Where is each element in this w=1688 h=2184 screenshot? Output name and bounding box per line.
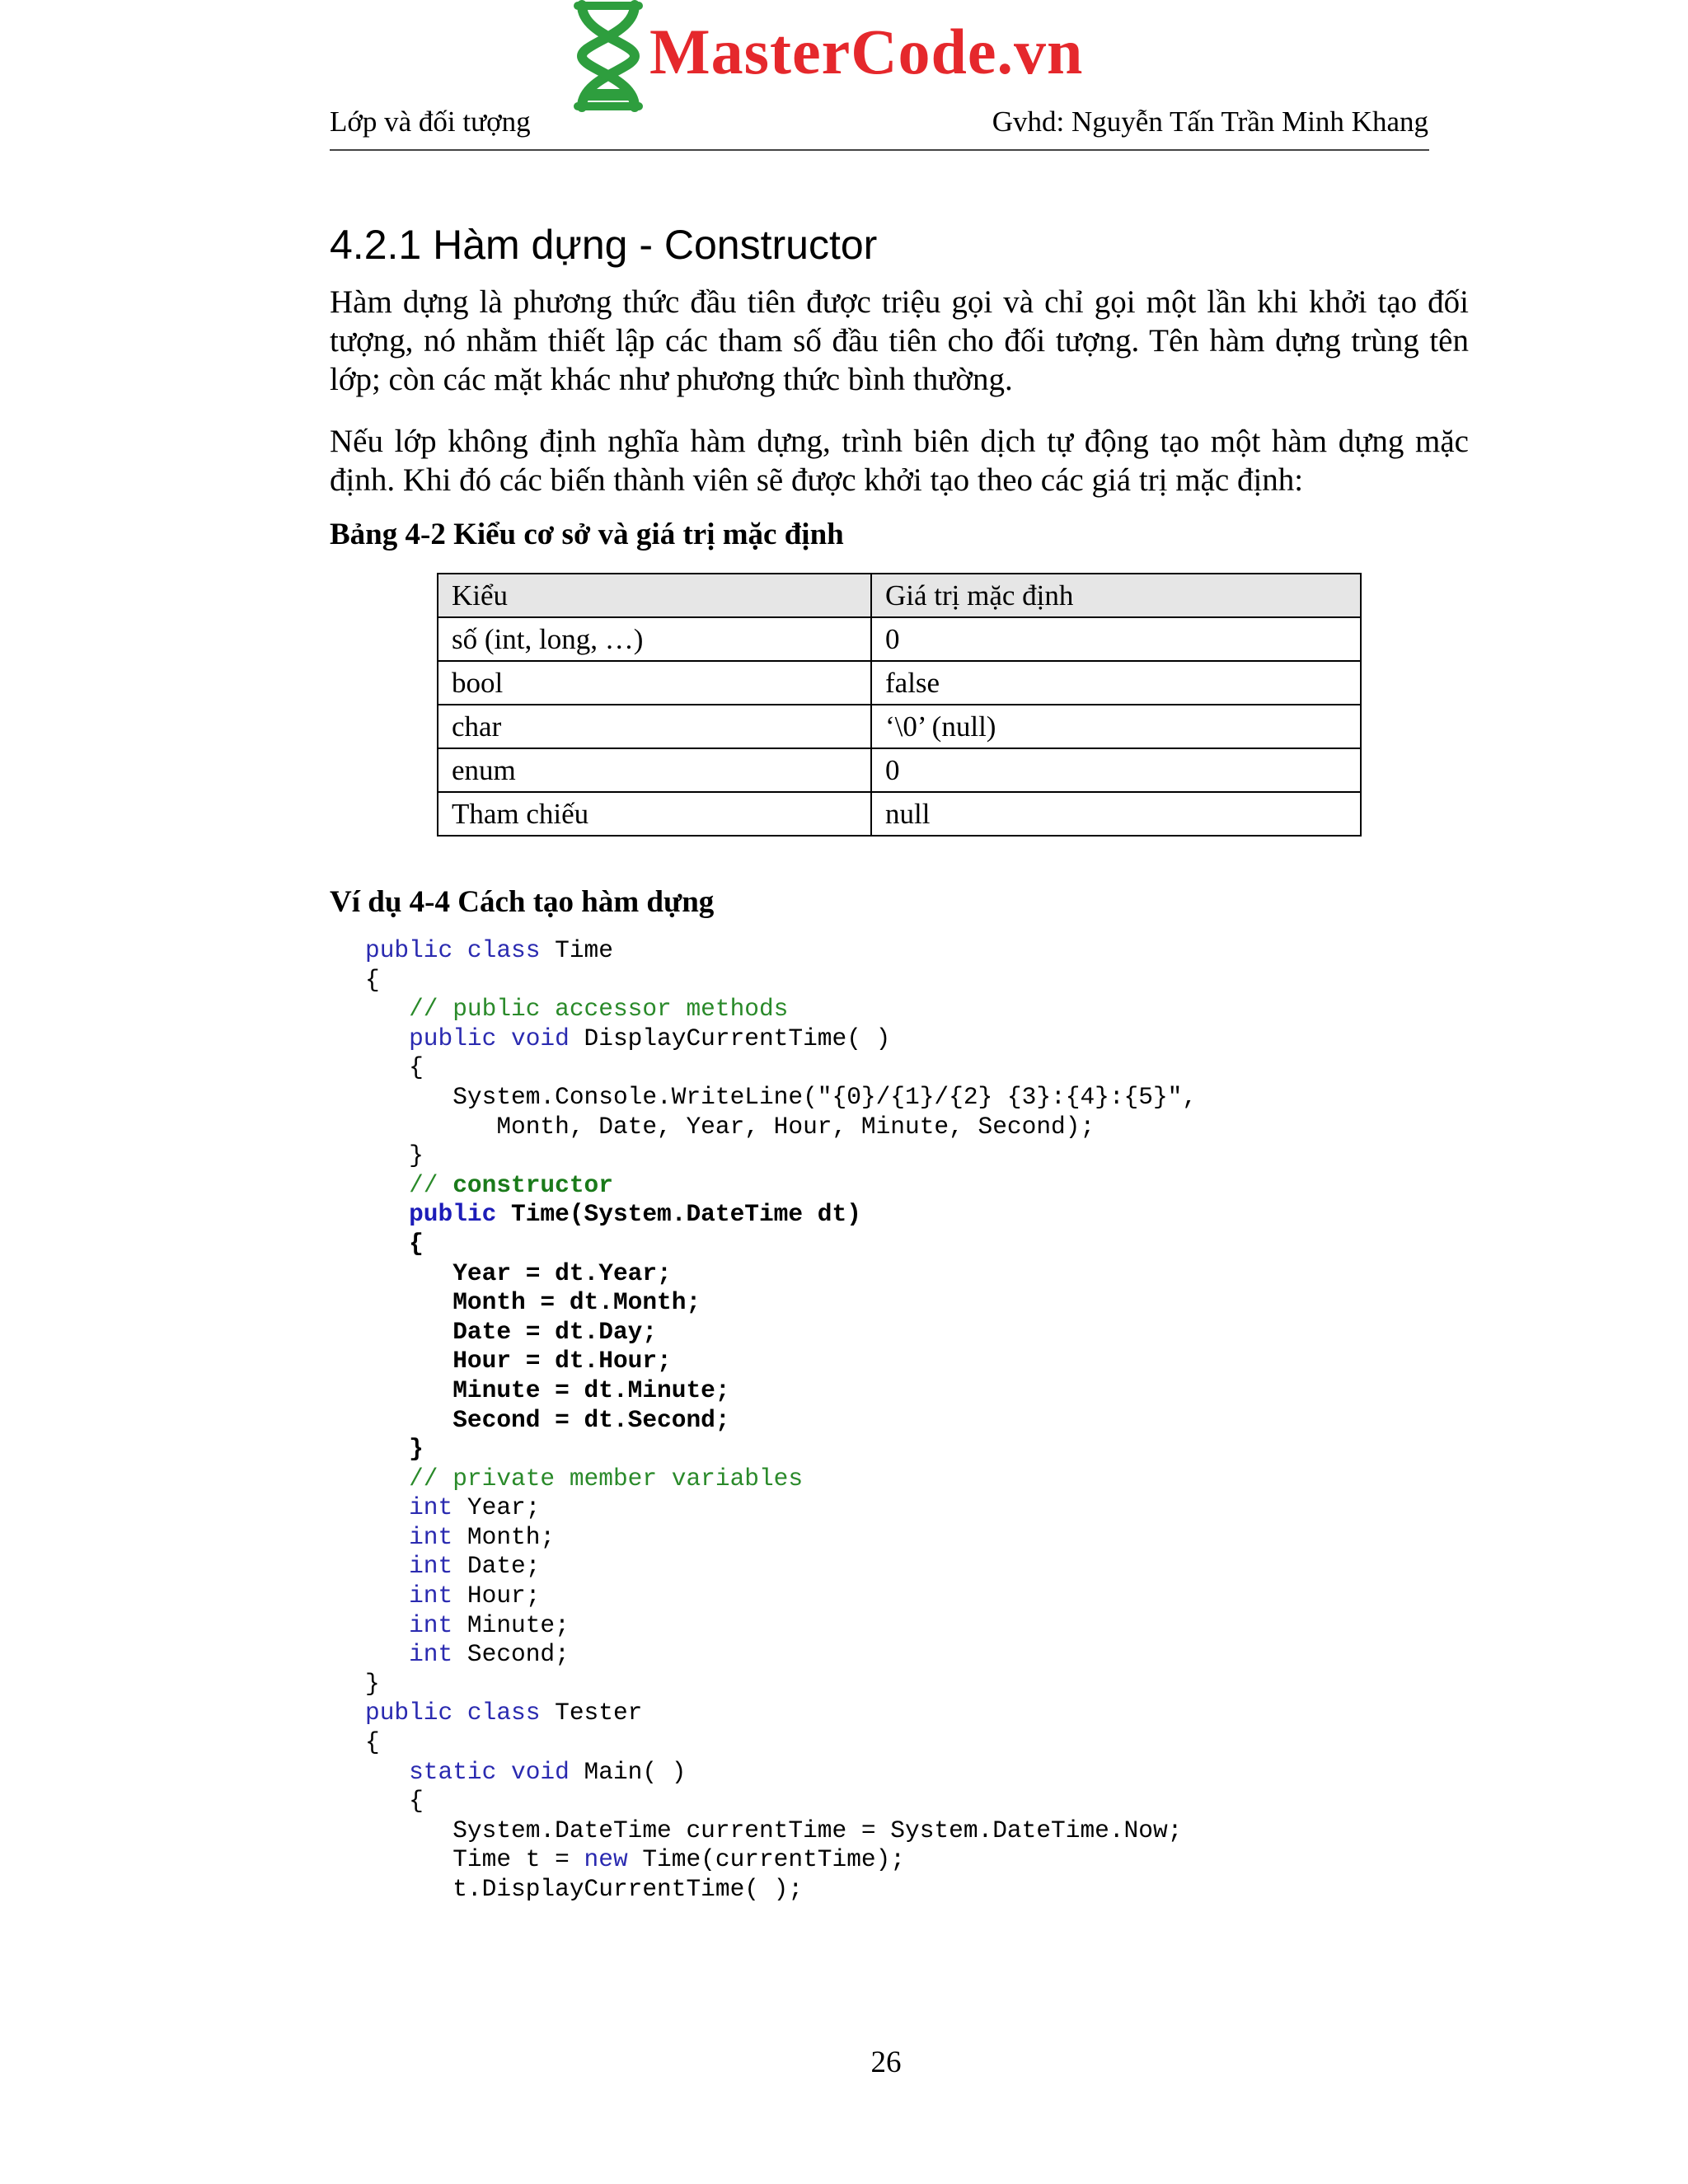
code-token: Second; } bbox=[365, 1640, 570, 1698]
code-token: // public accessor methods bbox=[409, 995, 789, 1024]
code-token: Date; bbox=[467, 1552, 541, 1581]
code-token: Time { bbox=[365, 936, 613, 994]
table-cell: false bbox=[871, 661, 1361, 705]
page-number: 26 bbox=[870, 2046, 902, 2079]
code-token: public class bbox=[365, 1699, 541, 1727]
code-token: public class bbox=[365, 936, 541, 964]
code-listing bbox=[365, 936, 1197, 1905]
table-caption: Bảng 4-2 Kiểu cơ sở và giá trị mặc định bbox=[330, 518, 844, 551]
header-chapter: Lớp và đối tượng bbox=[330, 105, 531, 138]
section-heading: 4.2.1 Hàm dựng - Constructor bbox=[330, 222, 878, 268]
header-instructor: Gvhd: Nguyễn Tấn Trần Minh Khang bbox=[992, 105, 1428, 138]
code-token: public void bbox=[409, 1024, 570, 1052]
table-cell: 0 bbox=[871, 748, 1361, 792]
table-cell: char bbox=[438, 705, 871, 748]
table-cell: số (int, long, …) bbox=[438, 617, 871, 661]
table-row bbox=[438, 661, 1361, 705]
code-token bbox=[365, 1493, 409, 1521]
code-token: public bbox=[409, 1200, 497, 1229]
site-logo bbox=[567, 0, 1111, 112]
paragraph-intro: Hàm dựng là phương thức đầu tiên được triệu gọi và chỉ gọi một lần khi khởi tạo đối tượng, nó nhằm thiết lập các tham số đầu tiên cho đối tượng. Tên hàm dựng trùng tên lớp; còn các mặt khác như phương thức bình thường. bbox=[330, 284, 1469, 397]
table-row bbox=[438, 705, 1361, 748]
table-cell: bool bbox=[438, 661, 871, 705]
hourglass-icon bbox=[567, 0, 649, 112]
table-cell: enum bbox=[438, 748, 871, 792]
code-token: new bbox=[584, 1845, 628, 1874]
code-token: // bbox=[409, 1170, 453, 1199]
code-token: Minute; bbox=[467, 1610, 570, 1639]
code-token: static void bbox=[409, 1757, 570, 1786]
code-token: // private member variables bbox=[409, 1464, 804, 1493]
code-token: Time(System.DateTime dt) { Year = dt.Year; Month = dt.Month; Date = dt.Day; Hour = dt.Hour; Minute = dt.Minute; Second = dt.Second; } bbox=[409, 1200, 861, 1464]
code-token: Hour; bbox=[467, 1582, 541, 1610]
code-token: Month; bbox=[467, 1522, 556, 1551]
code-token: int bbox=[409, 1640, 453, 1669]
table-header-cell: Kiểu bbox=[438, 574, 871, 617]
code-token bbox=[365, 1200, 409, 1228]
code-token bbox=[365, 1465, 409, 1493]
table-cell: 0 bbox=[871, 617, 1361, 661]
table-cell: Tham chiếu bbox=[438, 792, 871, 836]
code-token: constructor bbox=[452, 1170, 613, 1199]
code-token: Time(currentTime); t.DisplayCurrentTime( ); bbox=[452, 1845, 906, 1903]
table-row bbox=[438, 792, 1361, 836]
code-token: int bbox=[409, 1610, 453, 1639]
code-token: int bbox=[409, 1493, 453, 1522]
table-header-row bbox=[438, 574, 1361, 617]
logo-wordmark: MasterCode.vn bbox=[649, 16, 1084, 87]
table-cell: ‘\0’ (null) bbox=[871, 705, 1361, 748]
code-token: int bbox=[409, 1552, 453, 1581]
code-token: Tester { bbox=[365, 1699, 643, 1757]
table-row bbox=[438, 748, 1361, 792]
code-token: DisplayCurrentTime( ) { System.Console.WriteLine("{0}/{1}/{2} {3}:{4}:{5}", Month, Date, Year, Hour, Minute, Second); } bbox=[409, 1024, 1198, 1170]
table-row bbox=[438, 617, 1361, 661]
code-token: Year; bbox=[467, 1493, 541, 1522]
table-header-cell: Giá trị mặc định bbox=[871, 574, 1361, 617]
code-token: int bbox=[409, 1582, 453, 1610]
code-token bbox=[365, 1024, 409, 1052]
table-cell: null bbox=[871, 792, 1361, 836]
header-divider bbox=[330, 149, 1429, 151]
code-token: int bbox=[409, 1522, 453, 1551]
example-caption: Ví dụ 4-4 Cách tạo hàm dựng bbox=[330, 885, 715, 919]
default-values-table bbox=[437, 573, 1362, 837]
code-token: Main( ) { System.DateTime currentTime = System.DateTime.Now; Time t = bbox=[409, 1757, 1183, 1874]
paragraph-default-constructor: Nếu lớp không định nghĩa hàm dựng, trình biên dịch tự động tạo một hàm dựng mặc định. Khi đó các biến thành viên sẽ được khởi tạo theo các giá trị mặc định: bbox=[330, 424, 1469, 498]
